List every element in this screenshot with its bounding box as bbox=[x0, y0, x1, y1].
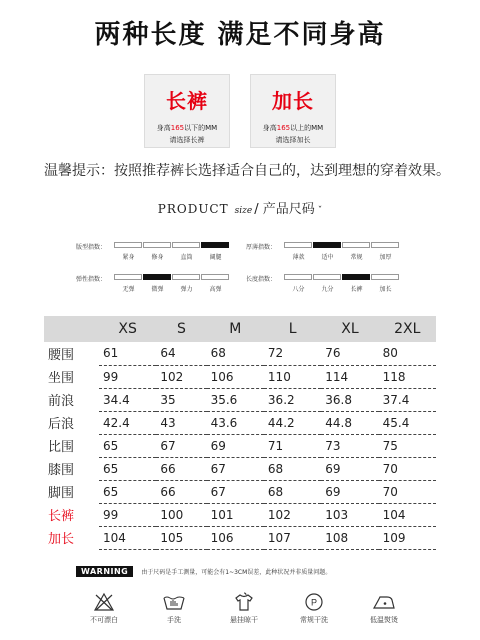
index-option-label: 高弹 bbox=[209, 286, 222, 293]
measurement-value: 68 bbox=[207, 342, 264, 365]
measurement-value: 69 bbox=[207, 434, 264, 457]
index-box-selected bbox=[143, 274, 171, 280]
index-box bbox=[313, 274, 341, 280]
index-box bbox=[342, 242, 370, 248]
measurement-value: 110 bbox=[264, 365, 321, 388]
measurement-label: 比围 bbox=[48, 440, 75, 455]
warning-text: 由于尺码是手工测量，可能会有1~3CM误差，此种状况并非质量问题。 bbox=[141, 569, 332, 576]
thickness-index-boxes bbox=[284, 242, 400, 248]
length-card-desc: 身高165以上的MM 请选择加长 bbox=[262, 124, 324, 144]
table-row bbox=[44, 388, 436, 411]
measurement-value: 102 bbox=[156, 365, 206, 388]
size-header-row bbox=[44, 316, 436, 342]
measurement-value: 101 bbox=[207, 503, 264, 526]
measurement-value: 103 bbox=[321, 503, 378, 526]
index-box bbox=[172, 274, 200, 280]
measurement-value: 75 bbox=[379, 434, 436, 457]
hand-wash-icon bbox=[162, 592, 186, 612]
length-index: 长度指数： 八分 九分 长裤 加长 bbox=[246, 274, 426, 294]
measurement-value: 69 bbox=[321, 457, 378, 480]
size-chart-table bbox=[44, 316, 436, 550]
measurement-value: 65 bbox=[99, 434, 156, 457]
no-bleach-icon bbox=[93, 592, 115, 612]
length-card-long bbox=[250, 74, 336, 148]
length-card-title: 加长 bbox=[272, 89, 314, 113]
measurement-value: 61 bbox=[99, 342, 156, 365]
length-index-boxes bbox=[284, 274, 400, 280]
index-option-label: 薄款 bbox=[292, 254, 305, 261]
measurement-label: 加长 bbox=[48, 532, 75, 547]
index-box-selected bbox=[313, 242, 341, 248]
measurement-value: 71 bbox=[264, 434, 321, 457]
measurement-value: 68 bbox=[264, 480, 321, 503]
index-option-label: 加长 bbox=[379, 286, 392, 293]
index-option-label: 弹力 bbox=[180, 286, 193, 293]
measurement-value: 36.2 bbox=[264, 388, 321, 411]
index-option-label: 常规 bbox=[350, 254, 363, 261]
index-box bbox=[371, 274, 399, 280]
measurement-value: 35 bbox=[156, 388, 206, 411]
measurement-value: 44.2 bbox=[264, 411, 321, 434]
care-no-bleach: 不可漂白 bbox=[74, 592, 134, 625]
measurement-label: 坐围 bbox=[48, 371, 75, 386]
measurement-value: 108 bbox=[321, 526, 378, 549]
svg-text:P: P bbox=[310, 597, 318, 608]
length-index-options bbox=[284, 284, 400, 293]
elasticity-index-options bbox=[114, 284, 230, 293]
elasticity-index: 弹性指数： 无弹 微弹 弹力 高弹 bbox=[76, 274, 256, 294]
measurement-value: 37.4 bbox=[379, 388, 436, 411]
index-box bbox=[284, 242, 312, 248]
fit-tip: 温馨提示：按照推荐裤长选择适合自己的，达到理想的穿着效果。 bbox=[44, 163, 450, 179]
index-box bbox=[371, 242, 399, 248]
table-row bbox=[44, 480, 436, 503]
measurement-value: 67 bbox=[156, 434, 206, 457]
hang-dry-icon bbox=[233, 592, 255, 612]
measurement-value: 42.4 bbox=[99, 411, 156, 434]
measurement-value: 43 bbox=[156, 411, 206, 434]
measurement-value: 107 bbox=[264, 526, 321, 549]
measurement-value: 99 bbox=[99, 503, 156, 526]
measurement-value: 80 bbox=[379, 342, 436, 365]
index-option-label: 紧身 bbox=[122, 254, 135, 261]
care-dry-clean: P 常规干洗 bbox=[284, 592, 344, 625]
measurement-value: 109 bbox=[379, 526, 436, 549]
index-option-label: 阔腿 bbox=[209, 254, 222, 261]
measurement-value: 65 bbox=[99, 457, 156, 480]
index-option-label: 无弹 bbox=[122, 286, 135, 293]
index-box bbox=[114, 242, 142, 248]
measurement-value: 104 bbox=[99, 526, 156, 549]
index-option-label: 适中 bbox=[321, 254, 334, 261]
measurement-value: 99 bbox=[99, 365, 156, 388]
table-row bbox=[44, 526, 436, 549]
dry-clean-icon bbox=[303, 592, 325, 612]
measurement-value: 102 bbox=[264, 503, 321, 526]
measurement-value: 34.4 bbox=[99, 388, 156, 411]
measurement-value: 66 bbox=[156, 457, 206, 480]
page-headline: 两种长度 满足不同身高 bbox=[94, 20, 386, 50]
measurement-value: 70 bbox=[379, 457, 436, 480]
table-row bbox=[44, 457, 436, 480]
index-box bbox=[201, 274, 229, 280]
measurement-label: 后浪 bbox=[48, 417, 75, 432]
index-box-selected bbox=[342, 274, 370, 280]
fit-index-boxes bbox=[114, 242, 230, 248]
measurement-value: 105 bbox=[156, 526, 206, 549]
measurement-label: 腰围 bbox=[48, 348, 75, 363]
table-row bbox=[44, 365, 436, 388]
warning-tag: WARNING bbox=[76, 566, 133, 577]
measurement-value: 67 bbox=[207, 480, 264, 503]
index-box bbox=[143, 242, 171, 248]
size-header-cell: L bbox=[264, 316, 321, 342]
fit-index-options bbox=[114, 252, 230, 261]
measurement-value: 45.4 bbox=[379, 411, 436, 434]
table-row bbox=[44, 411, 436, 434]
measurement-label: 脚围 bbox=[48, 486, 75, 501]
index-option-label: 修身 bbox=[151, 254, 164, 261]
measurement-value: 73 bbox=[321, 434, 378, 457]
index-option-label: 九分 bbox=[321, 286, 334, 293]
index-box bbox=[114, 274, 142, 280]
measurement-value: 35.6 bbox=[207, 388, 264, 411]
measurement-value: 106 bbox=[207, 526, 264, 549]
measurement-value: 72 bbox=[264, 342, 321, 365]
length-card-regular bbox=[144, 74, 230, 148]
index-box bbox=[284, 274, 312, 280]
table-row bbox=[44, 503, 436, 526]
measurement-label: 膝围 bbox=[48, 463, 75, 478]
measurement-value: 36.8 bbox=[321, 388, 378, 411]
measurement-value: 68 bbox=[264, 457, 321, 480]
size-header-cell: S bbox=[156, 316, 206, 342]
care-instructions bbox=[74, 592, 414, 625]
table-row bbox=[44, 342, 436, 365]
measurement-value: 65 bbox=[99, 480, 156, 503]
measurement-value: 44.8 bbox=[321, 411, 378, 434]
length-card-desc: 身高165以下的MM 请选择长裤 bbox=[156, 124, 218, 144]
index-option-label: 八分 bbox=[292, 286, 305, 293]
measurement-value: 70 bbox=[379, 480, 436, 503]
length-card-title: 长裤 bbox=[166, 89, 208, 113]
index-box-selected bbox=[201, 242, 229, 248]
elasticity-index-boxes bbox=[114, 274, 230, 280]
thickness-index-options bbox=[284, 252, 400, 261]
care-low-iron: 低温熨烫 bbox=[354, 592, 414, 625]
index-box bbox=[172, 242, 200, 248]
measurement-value: 100 bbox=[156, 503, 206, 526]
measurement-value: 67 bbox=[207, 457, 264, 480]
measurement-value: 76 bbox=[321, 342, 378, 365]
size-header-cell: XL bbox=[321, 316, 378, 342]
low-iron-icon bbox=[371, 592, 397, 612]
measurement-value: 106 bbox=[207, 365, 264, 388]
product-size-title: PRODUCT size / 产品尺码 ˇ bbox=[157, 202, 323, 217]
warning-note bbox=[76, 566, 331, 577]
size-header-corner bbox=[44, 316, 99, 342]
measurement-value: 66 bbox=[156, 480, 206, 503]
measurement-label: 长裤 bbox=[48, 509, 75, 524]
fit-index: 版型指数： 紧身 修身 直筒 阔腿 bbox=[76, 242, 256, 262]
thickness-index: 厚薄指数： 薄款 适中 常规 加厚 bbox=[246, 242, 426, 262]
index-option-label: 微弹 bbox=[151, 286, 164, 293]
index-option-label: 直筒 bbox=[180, 254, 193, 261]
measurement-value: 69 bbox=[321, 480, 378, 503]
care-hand-wash: 手洗 bbox=[144, 592, 204, 625]
measurement-value: 64 bbox=[156, 342, 206, 365]
measurement-value: 43.6 bbox=[207, 411, 264, 434]
index-option-label: 加厚 bbox=[379, 254, 392, 261]
measurement-value: 104 bbox=[379, 503, 436, 526]
measurement-value: 114 bbox=[321, 365, 378, 388]
table-row bbox=[44, 434, 436, 457]
measurement-label: 前浪 bbox=[48, 394, 75, 409]
care-hang-dry: 悬挂晾干 bbox=[214, 592, 274, 625]
index-option-label: 长裤 bbox=[350, 286, 363, 293]
size-header-cell: 2XL bbox=[379, 316, 436, 342]
measurement-value: 118 bbox=[379, 365, 436, 388]
size-header-cell: M bbox=[207, 316, 264, 342]
size-header-cell: XS bbox=[99, 316, 156, 342]
